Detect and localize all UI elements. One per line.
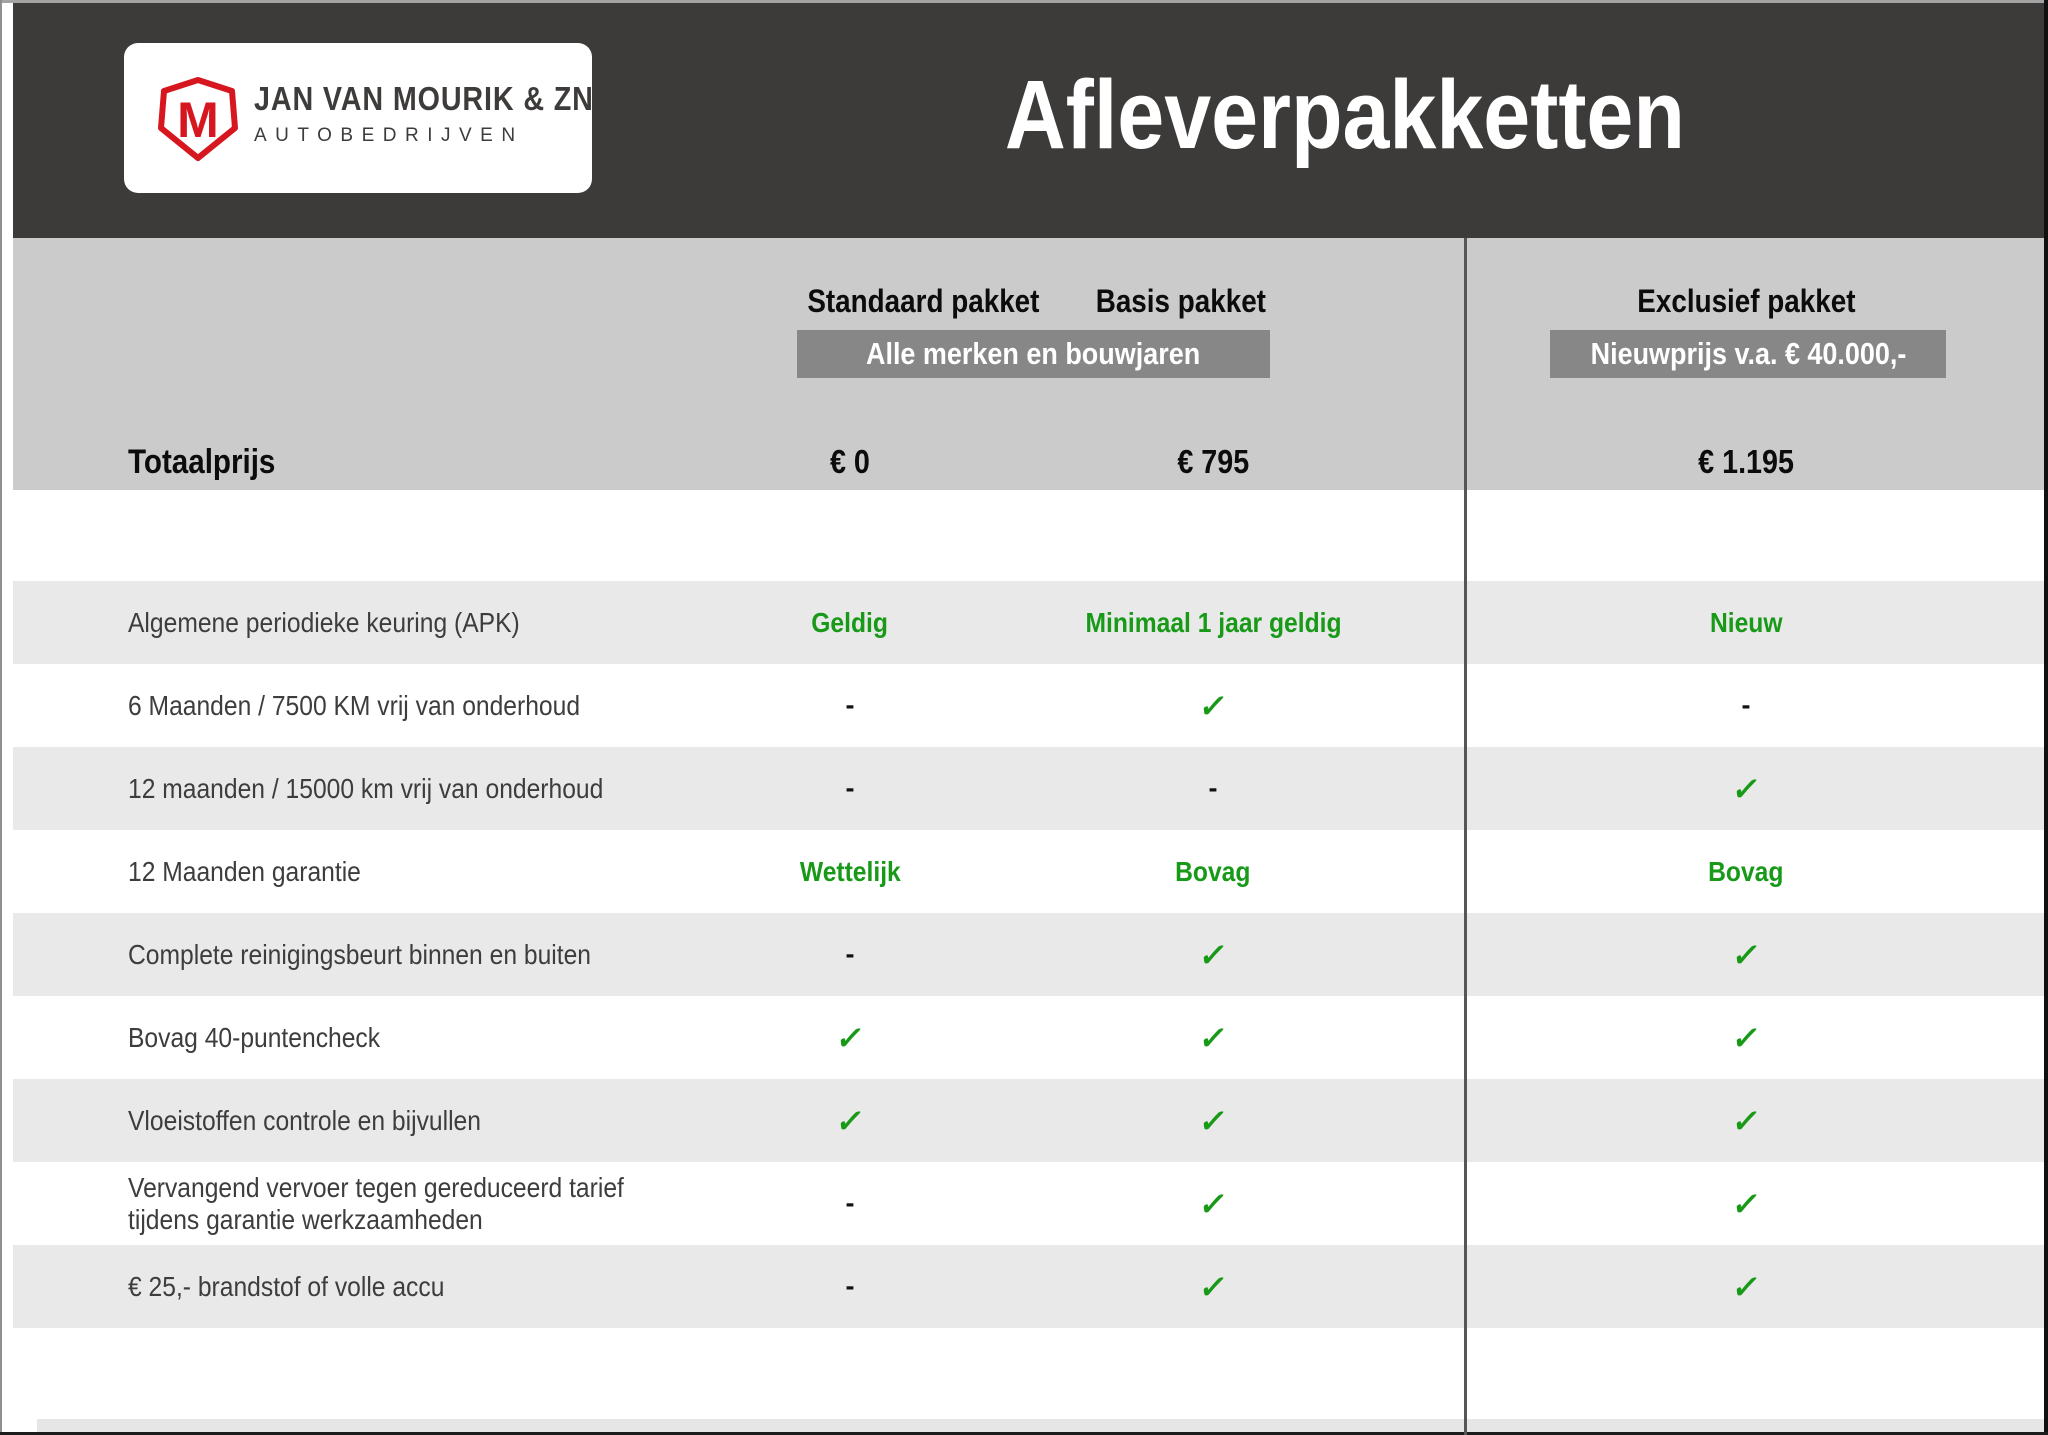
- header-bar: [13, 3, 2044, 238]
- check-icon: ✓: [1729, 1268, 1763, 1305]
- brand-shield-icon: [158, 76, 238, 162]
- exclusief-column-separator: [1464, 238, 1467, 1435]
- feature-cell-basis: [1033, 830, 1393, 913]
- feature-row: [13, 996, 2044, 1079]
- feature-value: Minimaal 1 jaar geldig: [1084, 606, 1342, 638]
- feature-cell-standaard: [670, 913, 1030, 996]
- check-icon: ✓: [1729, 1102, 1763, 1139]
- dash-mark: -: [845, 690, 855, 720]
- logo-subtitle: AUTOBEDRIJVEN: [254, 125, 524, 146]
- badge-all-brands: Alle merken en bouwjaren: [797, 330, 1270, 378]
- check-icon: ✓: [1196, 687, 1230, 724]
- feature-row: [13, 747, 2044, 830]
- check-icon: ✓: [1729, 1019, 1763, 1056]
- feature-value: Geldig: [811, 606, 889, 638]
- logo-monogram: M: [177, 92, 219, 148]
- feature-row: [13, 581, 2044, 664]
- check-icon: ✓: [1196, 1102, 1230, 1139]
- feature-value: Bovag: [1708, 855, 1784, 887]
- dash-mark: -: [845, 1271, 855, 1301]
- feature-row: [13, 830, 2044, 913]
- window-right-edge: [2044, 0, 2048, 1435]
- badge-new-price: Nieuwprijs v.a. € 40.000,-: [1550, 330, 1946, 378]
- feature-rows: [13, 581, 2044, 1328]
- feature-label: Complete reinigingsbeurt binnen en buiten: [128, 938, 592, 970]
- feature-cell-exclusief: [1566, 1162, 1926, 1245]
- dash-mark: -: [1741, 690, 1751, 720]
- feature-cell-exclusief: [1566, 664, 1926, 747]
- feature-value: Nieuw: [1709, 606, 1783, 638]
- feature-cell-exclusief: [1566, 581, 1926, 664]
- feature-label: 6 Maanden / 7500 KM vrij van onderhoud: [128, 689, 581, 721]
- feature-cell-standaard: [670, 1245, 1030, 1328]
- feature-cell-exclusief: [1566, 747, 1926, 830]
- check-icon: ✓: [1729, 770, 1763, 807]
- total-price-standaard: € 0: [830, 443, 870, 480]
- feature-cell-basis: [1033, 1162, 1393, 1245]
- bottom-strip: [37, 1419, 2044, 1432]
- logo-company-name: JAN VAN MOURIK & ZN: [254, 80, 594, 117]
- dash-mark: -: [845, 939, 855, 969]
- total-price-basis: € 795: [1177, 443, 1249, 480]
- dash-mark: -: [845, 773, 855, 803]
- feature-cell-standaard: [670, 664, 1030, 747]
- feature-label: 12 Maanden garantie: [128, 855, 361, 887]
- dash-mark: -: [845, 1188, 855, 1218]
- column-header-basis: Basis pakket: [1095, 283, 1267, 319]
- package-header-band: [13, 238, 2044, 490]
- check-icon: ✓: [1196, 1185, 1230, 1222]
- feature-row: [13, 1162, 2044, 1245]
- feature-cell-basis: [1033, 1079, 1393, 1162]
- check-icon: ✓: [833, 1102, 867, 1139]
- feature-cell-standaard: [670, 1162, 1030, 1245]
- feature-cell-basis: [1033, 664, 1393, 747]
- dash-mark: -: [1208, 773, 1218, 803]
- feature-value: Wettelijk: [799, 855, 901, 887]
- check-icon: ✓: [1729, 936, 1763, 973]
- feature-cell-standaard: [670, 1079, 1030, 1162]
- feature-cell-basis: [1033, 747, 1393, 830]
- feature-row: [13, 1079, 2044, 1162]
- feature-cell-exclusief: [1566, 996, 1926, 1079]
- total-price-label: Totaalprijs: [128, 443, 276, 481]
- feature-cell-standaard: [670, 996, 1030, 1079]
- feature-label: Algemene periodieke keuring (APK): [128, 606, 520, 638]
- logo-text: [254, 79, 645, 151]
- check-icon: ✓: [1196, 936, 1230, 973]
- feature-row: [13, 1245, 2044, 1328]
- feature-value: Bovag: [1175, 855, 1251, 887]
- feature-cell-exclusief: [1566, 1245, 1926, 1328]
- feature-cell-standaard: [670, 747, 1030, 830]
- window-left-edge: [0, 0, 2, 1435]
- feature-cell-exclusief: [1566, 913, 1926, 996]
- feature-label: Vervangend vervoer tegen gereduceerd tarief tijdens garantie werkzaamheden: [128, 1171, 624, 1235]
- feature-cell-standaard: [670, 830, 1030, 913]
- check-icon: ✓: [1729, 1185, 1763, 1222]
- total-price-exclusief: € 1.195: [1698, 443, 1794, 480]
- page-title: Afleverpakketten: [1004, 60, 1686, 169]
- feature-cell-exclusief: [1566, 1079, 1926, 1162]
- feature-label: Vloeistoffen controle en bijvullen: [128, 1104, 481, 1136]
- feature-label: € 25,- brandstof of volle accu: [128, 1270, 445, 1302]
- feature-cell-basis: [1033, 913, 1393, 996]
- check-icon: ✓: [1196, 1268, 1230, 1305]
- feature-row: [13, 913, 2044, 996]
- feature-cell-basis: [1033, 996, 1393, 1079]
- feature-cell-exclusief: [1566, 830, 1926, 913]
- logo-card: [124, 43, 592, 193]
- feature-cell-standaard: [670, 581, 1030, 664]
- column-header-exclusief: Exclusief pakket: [1636, 283, 1856, 319]
- feature-label: Bovag 40-puntencheck: [128, 1021, 381, 1053]
- column-header-standaard: Standaard pakket: [806, 283, 1040, 319]
- feature-row: [13, 664, 2044, 747]
- feature-cell-basis: [1033, 581, 1393, 664]
- feature-cell-basis: [1033, 1245, 1393, 1328]
- check-icon: ✓: [833, 1019, 867, 1056]
- check-icon: ✓: [1196, 1019, 1230, 1056]
- feature-label: 12 maanden / 15000 km vrij van onderhoud: [128, 772, 604, 804]
